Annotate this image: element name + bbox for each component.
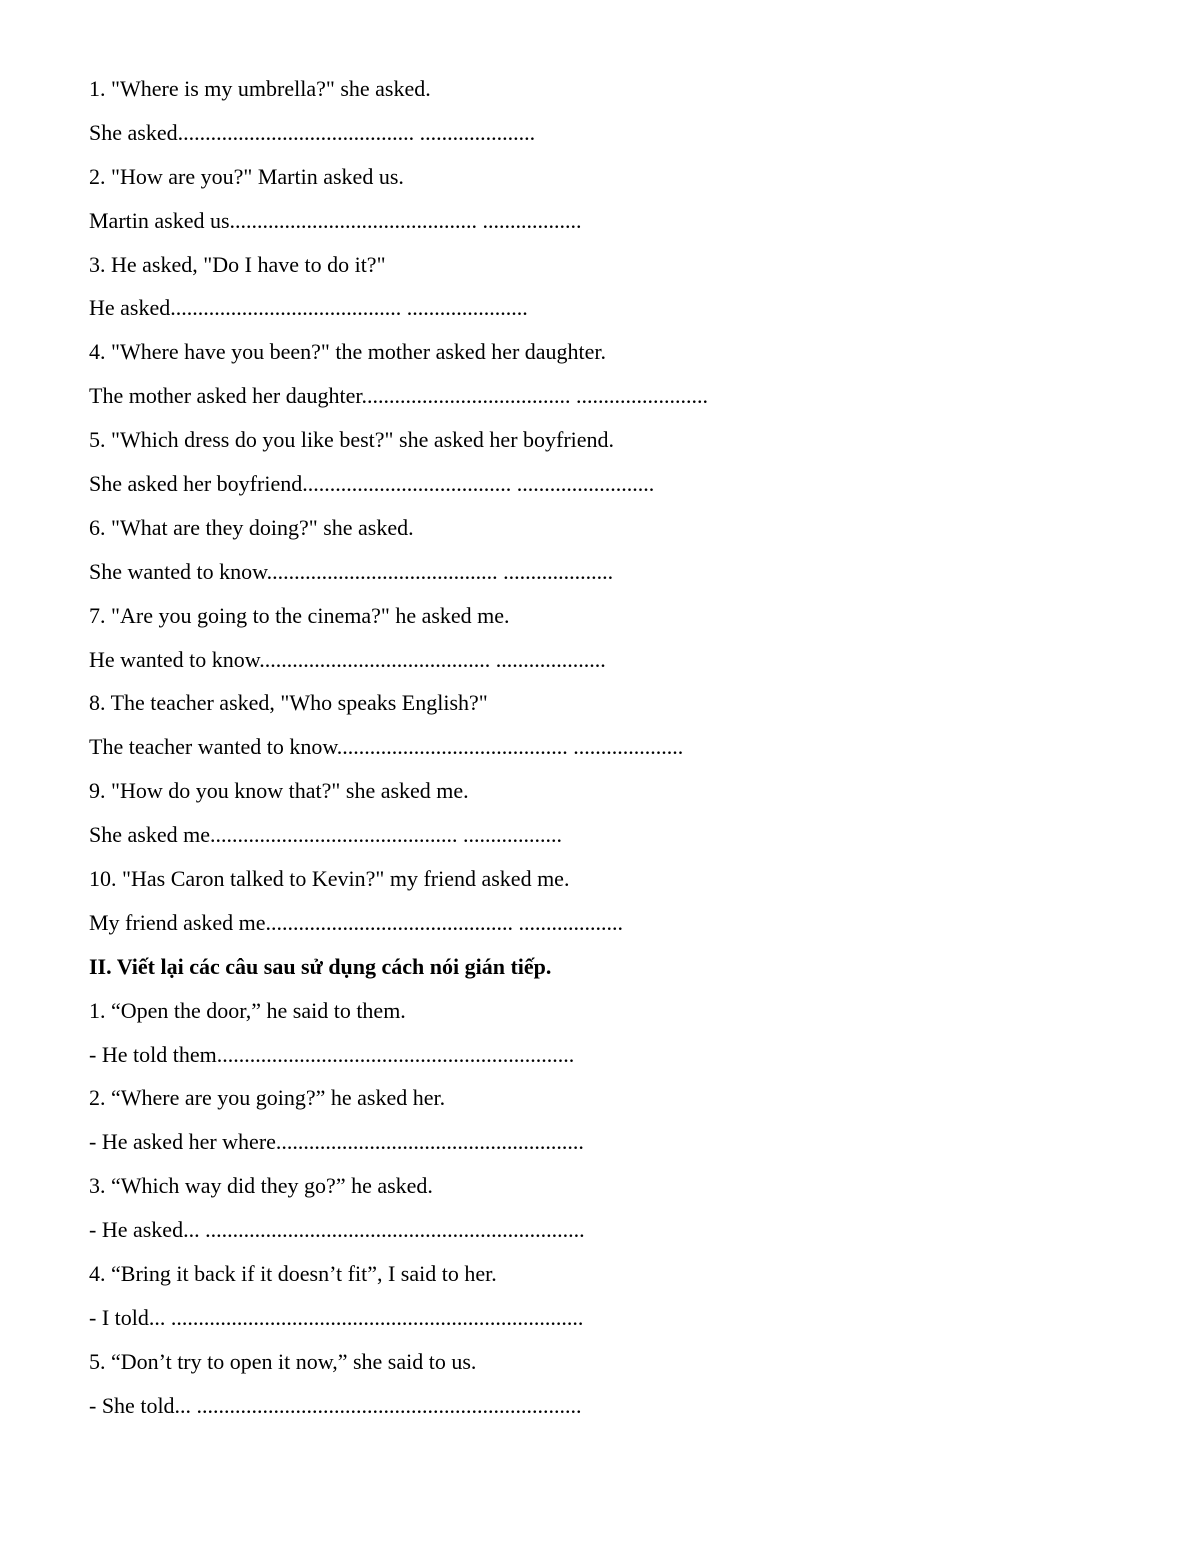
section-heading: II. Viết lại các câu sau sử dụng cách nói gián tiếp.	[89, 953, 552, 979]
part1-a9: She asked me............................................. ..................	[89, 822, 562, 848]
part1-a4: The mother asked her daughter...................................... ........................	[89, 383, 708, 409]
exercise-content	[89, 72, 1129, 1433]
part2-q2: 2. “Where are you going?” he asked her.	[89, 1085, 446, 1111]
part1-q3: 3. He asked, "Do I have to do it?"	[89, 251, 386, 277]
part2-a2: - He asked her where........................................................	[89, 1129, 584, 1155]
part1-q7: 7. "Are you going to the cinema?" he asked me.	[89, 602, 510, 628]
part1-q2: 2. "How are you?" Martin asked us.	[89, 163, 404, 189]
part2-q1: 1. “Open the door,” he said to them.	[89, 997, 406, 1023]
part2-a4: - I told... ...........................................................................	[89, 1304, 584, 1330]
part1-q5: 5. "Which dress do you like best?" she asked her boyfriend.	[89, 427, 615, 453]
part1-q6: 6. "What are they doing?" she asked.	[89, 514, 414, 540]
part1-q4: 4. "Where have you been?" the mother asked her daughter.	[89, 339, 607, 365]
part2-q3: 3. “Which way did they go?” he asked.	[89, 1173, 433, 1199]
part1-a7: He wanted to know.......................................... ....................	[89, 646, 606, 672]
part1-q8: 8. The teacher asked, "Who speaks English?"	[89, 690, 488, 716]
part1-q9: 9. "How do you know that?" she asked me.	[89, 778, 469, 804]
part1-a6: She wanted to know.......................................... ....................	[89, 558, 614, 584]
part1-a5: She asked her boyfriend...................................... .........................	[89, 471, 655, 497]
part2-a5: - She told... ......................................................................	[89, 1392, 582, 1418]
part1-a10: My friend asked me............................................. ...................	[89, 909, 624, 935]
part2-a3: - He asked... .....................................................................	[89, 1217, 585, 1243]
part1-a2: Martin asked us............................................. ..................	[89, 207, 582, 233]
part2-q4: 4. “Bring it back if it doesn’t fit”, I said to her.	[89, 1261, 497, 1287]
part2-a1: - He told them.................................................................	[89, 1041, 575, 1067]
part2-q5: 5. “Don’t try to open it now,” she said to us.	[89, 1348, 477, 1374]
part1-q1: 1. "Where is my umbrella?" she asked.	[89, 76, 431, 101]
part1-q10: 10. "Has Caron talked to Kevin?" my friend asked me.	[89, 866, 570, 892]
part1-a8: The teacher wanted to know.......................................... ....................	[89, 734, 684, 760]
part1-a3: He asked.......................................... ......................	[89, 295, 528, 321]
part1-a1: She asked........................................... .....................	[89, 119, 536, 145]
